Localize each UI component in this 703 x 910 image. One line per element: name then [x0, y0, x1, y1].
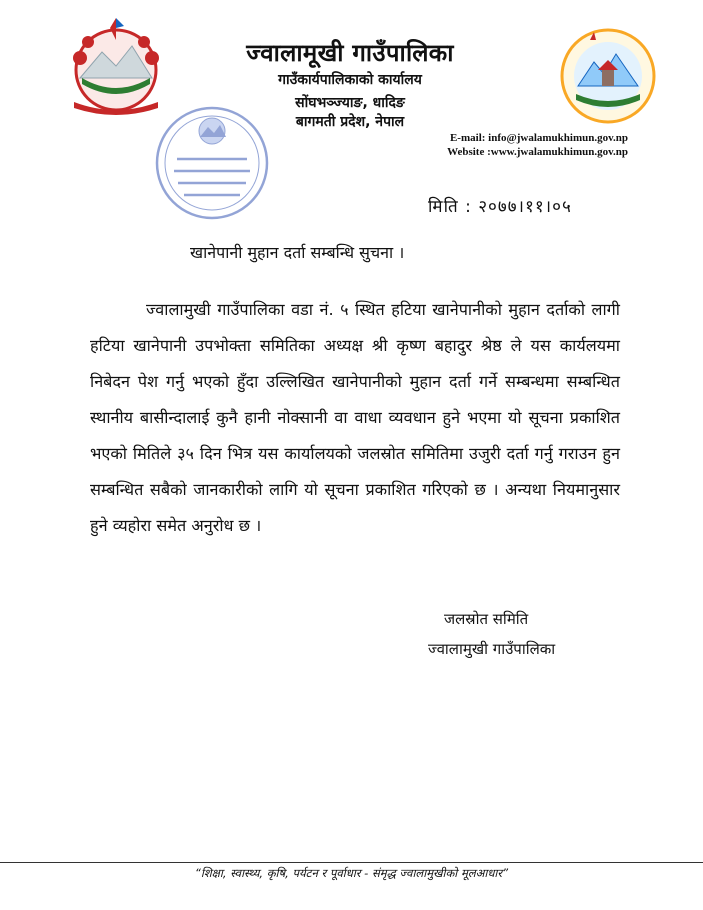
nepal-emblem-icon: [60, 18, 172, 116]
contact-email: E-mail: info@jwalamukhimun.gov.np: [449, 132, 628, 144]
notice-paragraph: ज्वालामुखी गाउँपालिका वडा नं. ५ स्थित हटिया खानेपानीको मुहान दर्ताको लागी हटिया खानेपानी उपभोक्ता समितिका अध्यक्ष श्री कृष्ण बहादुर श्रेष्ठ ले यस कार्यलयमा निबेदन पेश गर्नु भएको हुँदा उल्लिखित खानेपानीको मुहान दर्ता गर्ने सम्बन्धमा सम्बन्धित स्थानीय बासीन्दालाई कुनै हानी नोक्सानी वा वाधा व्यवधान हुने भएमा यो सूचना प्रकाशित भएको मितिले ३५ दिन भित्र यस कार्यालयको जलस्रोत समितिमा उजुरी दर्ता गर्नु गराउन हुन सम्बन्धित सबैको जानकारीको लागि यो सूचना प्रकाशित गरिएको छ । अन्यथा नियमानुसार हुने व्यहोरा समेत अनुरोध छ ।: [90, 300, 620, 535]
contact-website: Website :www.jwalamukhimun.gov.np: [447, 146, 628, 158]
seal-stamp-icon: [152, 103, 272, 223]
notice-subject: खानेपानी मुहान दर्ता सम्बन्धि सुचना ।: [190, 243, 405, 262]
letter-date: मिति : २०७७।११।०५: [428, 197, 572, 217]
municipality-title: ज्वालामूखी गाउँपालिका: [246, 39, 454, 67]
office-stamp: [152, 103, 272, 227]
office-name: गाउँकार्यपालिकाको कार्यालय: [278, 72, 422, 88]
signatory-municipality: ज्वालामुखी गाउँपालिका: [428, 640, 556, 658]
municipality-logo: [560, 28, 656, 128]
notice-body: [90, 292, 620, 544]
municipality-emblem-icon: [560, 28, 656, 124]
office-province: बागमती प्रदेश, नेपाल: [295, 114, 405, 130]
signatory-committee: जलस्रोत समिति: [444, 610, 529, 628]
office-address: सोंघभञ्ज्याङ, धादिङ: [295, 95, 405, 111]
footer-divider: [0, 862, 703, 863]
footer-motto: “शिक्षा, स्वास्थ्य, कृषि, पर्यटन र पूर्वाधार - संमृद्ध ज्वालामुखीको मूलआधार”: [194, 866, 509, 880]
